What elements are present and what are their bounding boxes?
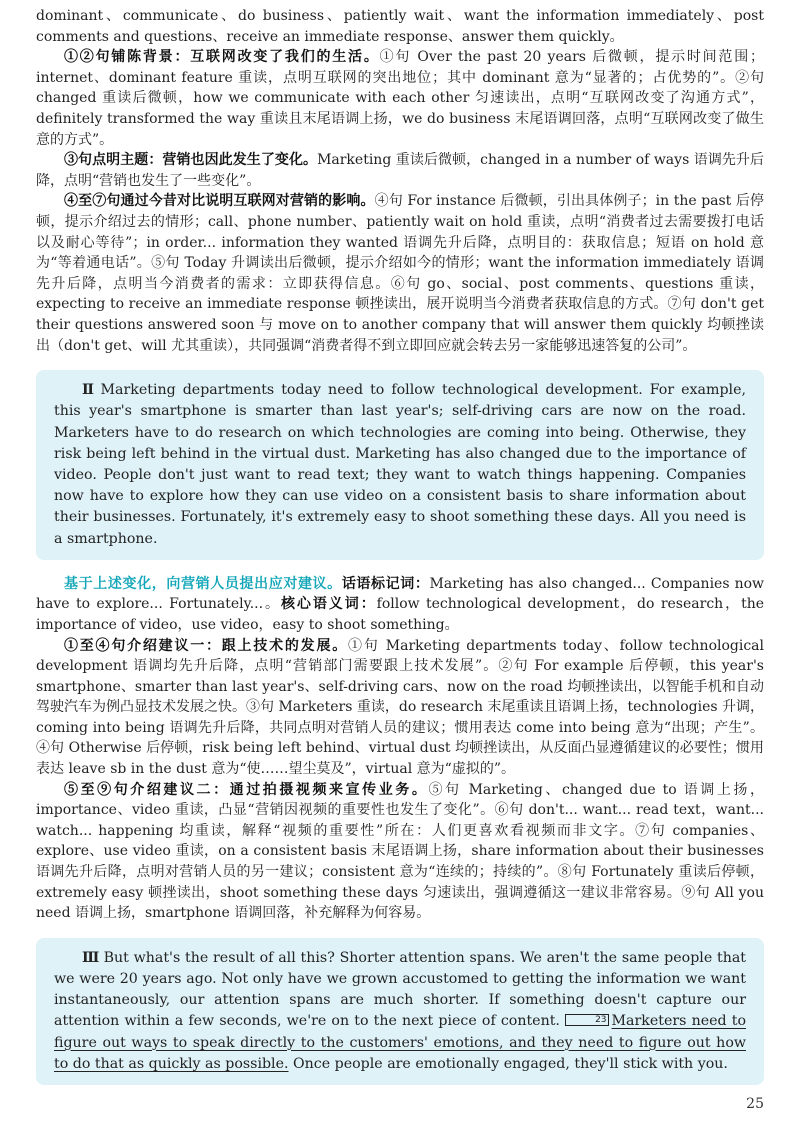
- analysis-para-1-2: [36, 47, 764, 150]
- analysis-para-s2-5-9: [36, 780, 764, 924]
- passage-3-body: But what's the result of all this? Shorter attention spans. We aren't the same people that we were 20 years ago. Not only have we grown accustomed to getting the information we want instantaneously, our attention spans are much shorter. If something doesn't capture our attention within a few seconds, we're on to the next piece of content.: [54, 949, 747, 1030]
- analysis-para-4-7: [36, 191, 764, 356]
- passage-2-body: Marketing departments today need to follow technological development. For example, this year's smartphone is smarter than last year's; self-driving cars are now on the road. Marketers have to do research on which technologies are coming into being. Otherwise, they risk being left behind in the virtual dust. Marketing has also changed due to the importance of video. People don't just want to read text; they want to watch things happening. Companies now have to explore how they can use video on a consistent basis to share information about their businesses. Fortunately, it's extremely easy to shoot something these days. All you need is a smartphone.: [54, 382, 746, 547]
- analysis-body: ④句 For instance 后微顿，引出具体例子；in the past 后停顿，提示介绍过去的情形；call、phone number、patiently wait on hold 重读，点明“消费者过去需要拨打电话以及耐心等待”；in order... information they wanted 语调先升后降，点明目的：获取信息；短语 on hold 意为“等着通电话”。⑤句 Today 升调读出后微顿，提示介绍如今的情形；want the information immediately 语调先升后降，点明当今消费者的需求：立即获得信息。⑥句 go、social、post comments、questions 重读，expecting to receive an immediate response 顿挫读出，展开说明当今消费者获取信息的方式。⑦句 don't get their questions answered soon 与 move on to another company that will answer them quickly 均顿挫读出（don't get、will 尤其重读），共同强调“消费者得不到立即回应就会转去另一家能够迅速答复的公司”。: [36, 193, 764, 354]
- discourse-marker-label: 话语标记词：: [341, 575, 430, 592]
- core-words-text: follow technological development，do research，the importance of video，use video，easy to shoot something。: [36, 596, 764, 633]
- analysis-heading: ③句点明主题：营销也因此发生了变化。: [64, 152, 318, 169]
- section-2-intro: [36, 574, 764, 636]
- intro-heading: 基于上述变化，向营销人员提出应对建议。: [64, 575, 342, 592]
- analysis-body: ①句 Over the past 20 years 后微顿，提示时间范围；internet、dominant feature 重读，点明互联网的突出地位；其中 dominant 意为“显著的；占优势的”。②句 changed 重读后微顿，how we communicate with each other 匀速读出，点明“互联网改变了沟通方式”，definitely transformed the way 重读且末尾语调上扬，we do business 末尾语调回落，点明“互联网改变了做生意的方式”。: [36, 49, 764, 148]
- passage-3-tail: Once people are emotionally engaged, they'll stick with you.: [293, 1055, 728, 1072]
- analysis-body: ⑤句 Marketing、changed due to 语调上扬，importance、video 重读，凸显“营销因视频的重要性也发生了变化”。⑥句 don't... want... read text，want... watch... happening 均重读，解释“视频的重要性”所在：人们更喜欢看视频而非文字。⑦句 companies、explore、use video 重读，on a consistent basis 末尾语调上扬，share information about their businesses 语调先升后降，点明对营销人员的另一建议；consistent 意为“连续的；持续的”。⑧句 Fortunately 重读后停顿，extremely easy 顿挫读出，shoot something these days 匀速读出，强调遵循这一建议非常容易。⑨句 All you need 语调上扬，smartphone 语调回落，补充解释为何容易。: [36, 781, 764, 922]
- discourse-marker-text: Marketing has also changed... Companies now have to explore... Fortunately...。: [36, 575, 765, 613]
- analysis-heading: ④至⑦句通过今昔对比说明互联网对营销的影响。: [64, 193, 375, 210]
- page-number: 25: [746, 1096, 764, 1112]
- analysis-heading: ①至④句介绍建议一：跟上技术的发展。: [64, 637, 349, 654]
- passage-box-2: [36, 370, 764, 560]
- underlined-sentence: Marketers need to figure out ways to speak directly to the customers' emotions, and they need to figure out how to do that as quickly as possible.: [54, 1013, 746, 1072]
- passage-2-text: [54, 380, 746, 550]
- analysis-para-s2-1-4: [36, 636, 764, 780]
- continuation-keywords: dominant、communicate、do business、patiently wait、want the information immediately、post comments and questions、receive an immediate response、answer them quickly。: [36, 8, 764, 45]
- section-numeral: Ⅱ: [82, 382, 97, 399]
- question-marker: 23: [565, 1014, 608, 1026]
- analysis-heading: ①②句铺陈背景：互联网改变了我们的生活。: [64, 49, 380, 66]
- passage-box-3: [36, 938, 764, 1085]
- passage-3-text: [54, 948, 746, 1075]
- analysis-body: Marketing 重读后微顿，changed in a number of ways 语调先升后降，点明“营销也发生了一些变化”。: [36, 152, 764, 189]
- analysis-heading: ⑤至⑨句介绍建议二：通过拍摄视频来宣传业务。: [64, 781, 429, 798]
- core-words-label: 核心语义词：: [280, 596, 377, 613]
- analysis-body: ①句 Marketing departments today、follow technological development 语调均先升后降，点明“营销部门需要跟上技术发展”。②句 For example 后停顿，this year's smartphone、smarter than last year's、self-driving cars、now on the road 均顿挫读出，以智能手机和自动驾驶汽车为例凸显技术发展之快。③句 Marketers 重读，do research 末尾重读且语调上扬，technologies 升调，coming into being 语调先升后降，共同点明对营销人员的建议；惯用表达 come into being 意为“出现；产生”。④句 Otherwise 后停顿，risk being left behind、virtual dust 均顿挫读出，从反面凸显遵循建议的必要性；惯用表达 leave sb in the dust 意为“使……望尘莫及”，virtual 意为“虚拟的”。: [36, 637, 765, 778]
- analysis-para-3: [36, 150, 764, 191]
- section-numeral: Ⅲ: [82, 949, 100, 966]
